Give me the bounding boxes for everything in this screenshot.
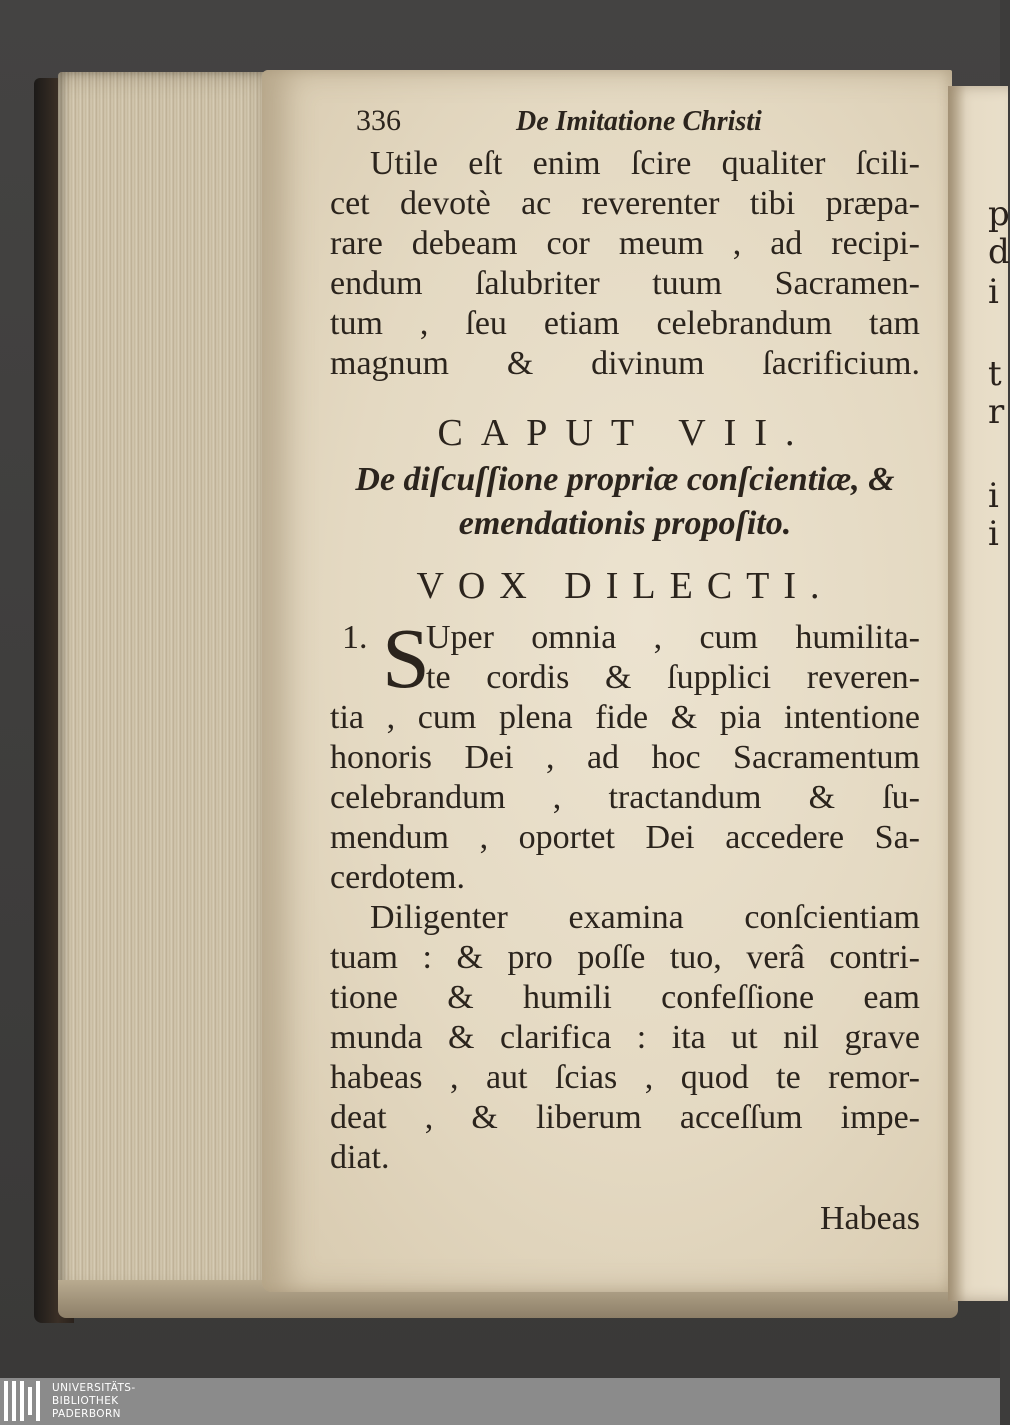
text-line: tuam : & pro poſſe tuo, verâ contri- — [330, 939, 920, 976]
next-page-fragment: i — [988, 476, 999, 516]
drop-cap: S — [382, 610, 430, 706]
text-line: mendum , oportet Dei accedere Sa- — [330, 819, 920, 856]
next-page-fragment: i — [988, 272, 999, 312]
paragraph-number: 1. — [342, 619, 368, 656]
next-page-sliver — [948, 86, 1008, 1301]
text-line: honoris Dei , ad hoc Sacramentum — [330, 739, 920, 776]
logo-text-line: PADERBORN — [52, 1408, 121, 1420]
next-page-fragment: i — [988, 514, 999, 554]
text-line: celebrandum , tractandum & ſu- — [330, 779, 920, 816]
page-text — [330, 100, 930, 1238]
text-line: tia , cum plena fide & pia intentione — [330, 699, 920, 736]
text-line: magnum & divinum ſacrificium. — [330, 345, 920, 382]
paragraph-1 — [330, 610, 930, 898]
chapter-heading: CAPUT VII. — [437, 412, 813, 454]
text-line: Diligenter examina conſcientiam — [370, 899, 920, 936]
library-logo-icon — [4, 1381, 46, 1421]
speaker-heading: VOX DILECTI. — [416, 565, 834, 607]
paragraph-2 — [330, 898, 930, 1178]
text-line: tione & humili confeſſione eam — [330, 979, 920, 1016]
text-line: diat. — [330, 1139, 390, 1176]
library-footer — [0, 1378, 1000, 1425]
text-line: rare debeam cor meum , ad recipi- — [330, 225, 920, 262]
running-title: De Imitatione Christi — [516, 106, 762, 137]
catchword: Habeas — [819, 1200, 920, 1237]
next-page-fragment: p — [988, 194, 1010, 234]
page-number: 336 — [356, 104, 401, 137]
text-line: habeas , aut ſcias , quod te remor- — [330, 1059, 920, 1096]
text-line: tum , ſeu etiam celebrandum tam — [330, 305, 920, 342]
chapter-title-line: emendationis propoſito. — [458, 505, 792, 542]
text-line: Utile eſt enim ſcire qualiter ſcili- — [370, 145, 920, 182]
next-page-fragment: t — [988, 354, 1002, 394]
page-edges — [58, 72, 288, 1297]
chapter-title-line: De diſcuſſione propriæ conſcientiæ, & — [355, 461, 895, 498]
running-head — [330, 100, 930, 144]
next-page-fragment: d — [988, 232, 1010, 272]
text-line: cerdotem. — [330, 859, 465, 896]
text-line: endum ſalubriter tuum Sacramen- — [330, 265, 920, 302]
text-line: cet devotè ac reverenter tibi præpa- — [330, 185, 920, 222]
text-line: deat , & liberum acceſſum impe- — [330, 1099, 920, 1136]
text-line: munda & clarifica : ita ut nil grave — [330, 1019, 920, 1056]
catchword-row — [330, 1200, 920, 1238]
text-line: Uper omnia , cum humilita- — [426, 619, 920, 656]
logo-text-line: UNIVERSITÄTS- — [52, 1382, 136, 1394]
logo-text-line: BIBLIOTHEK — [52, 1395, 119, 1407]
text-line: te cordis & ſupplici reveren- — [426, 659, 920, 696]
next-page-fragment: r — [988, 392, 1005, 432]
